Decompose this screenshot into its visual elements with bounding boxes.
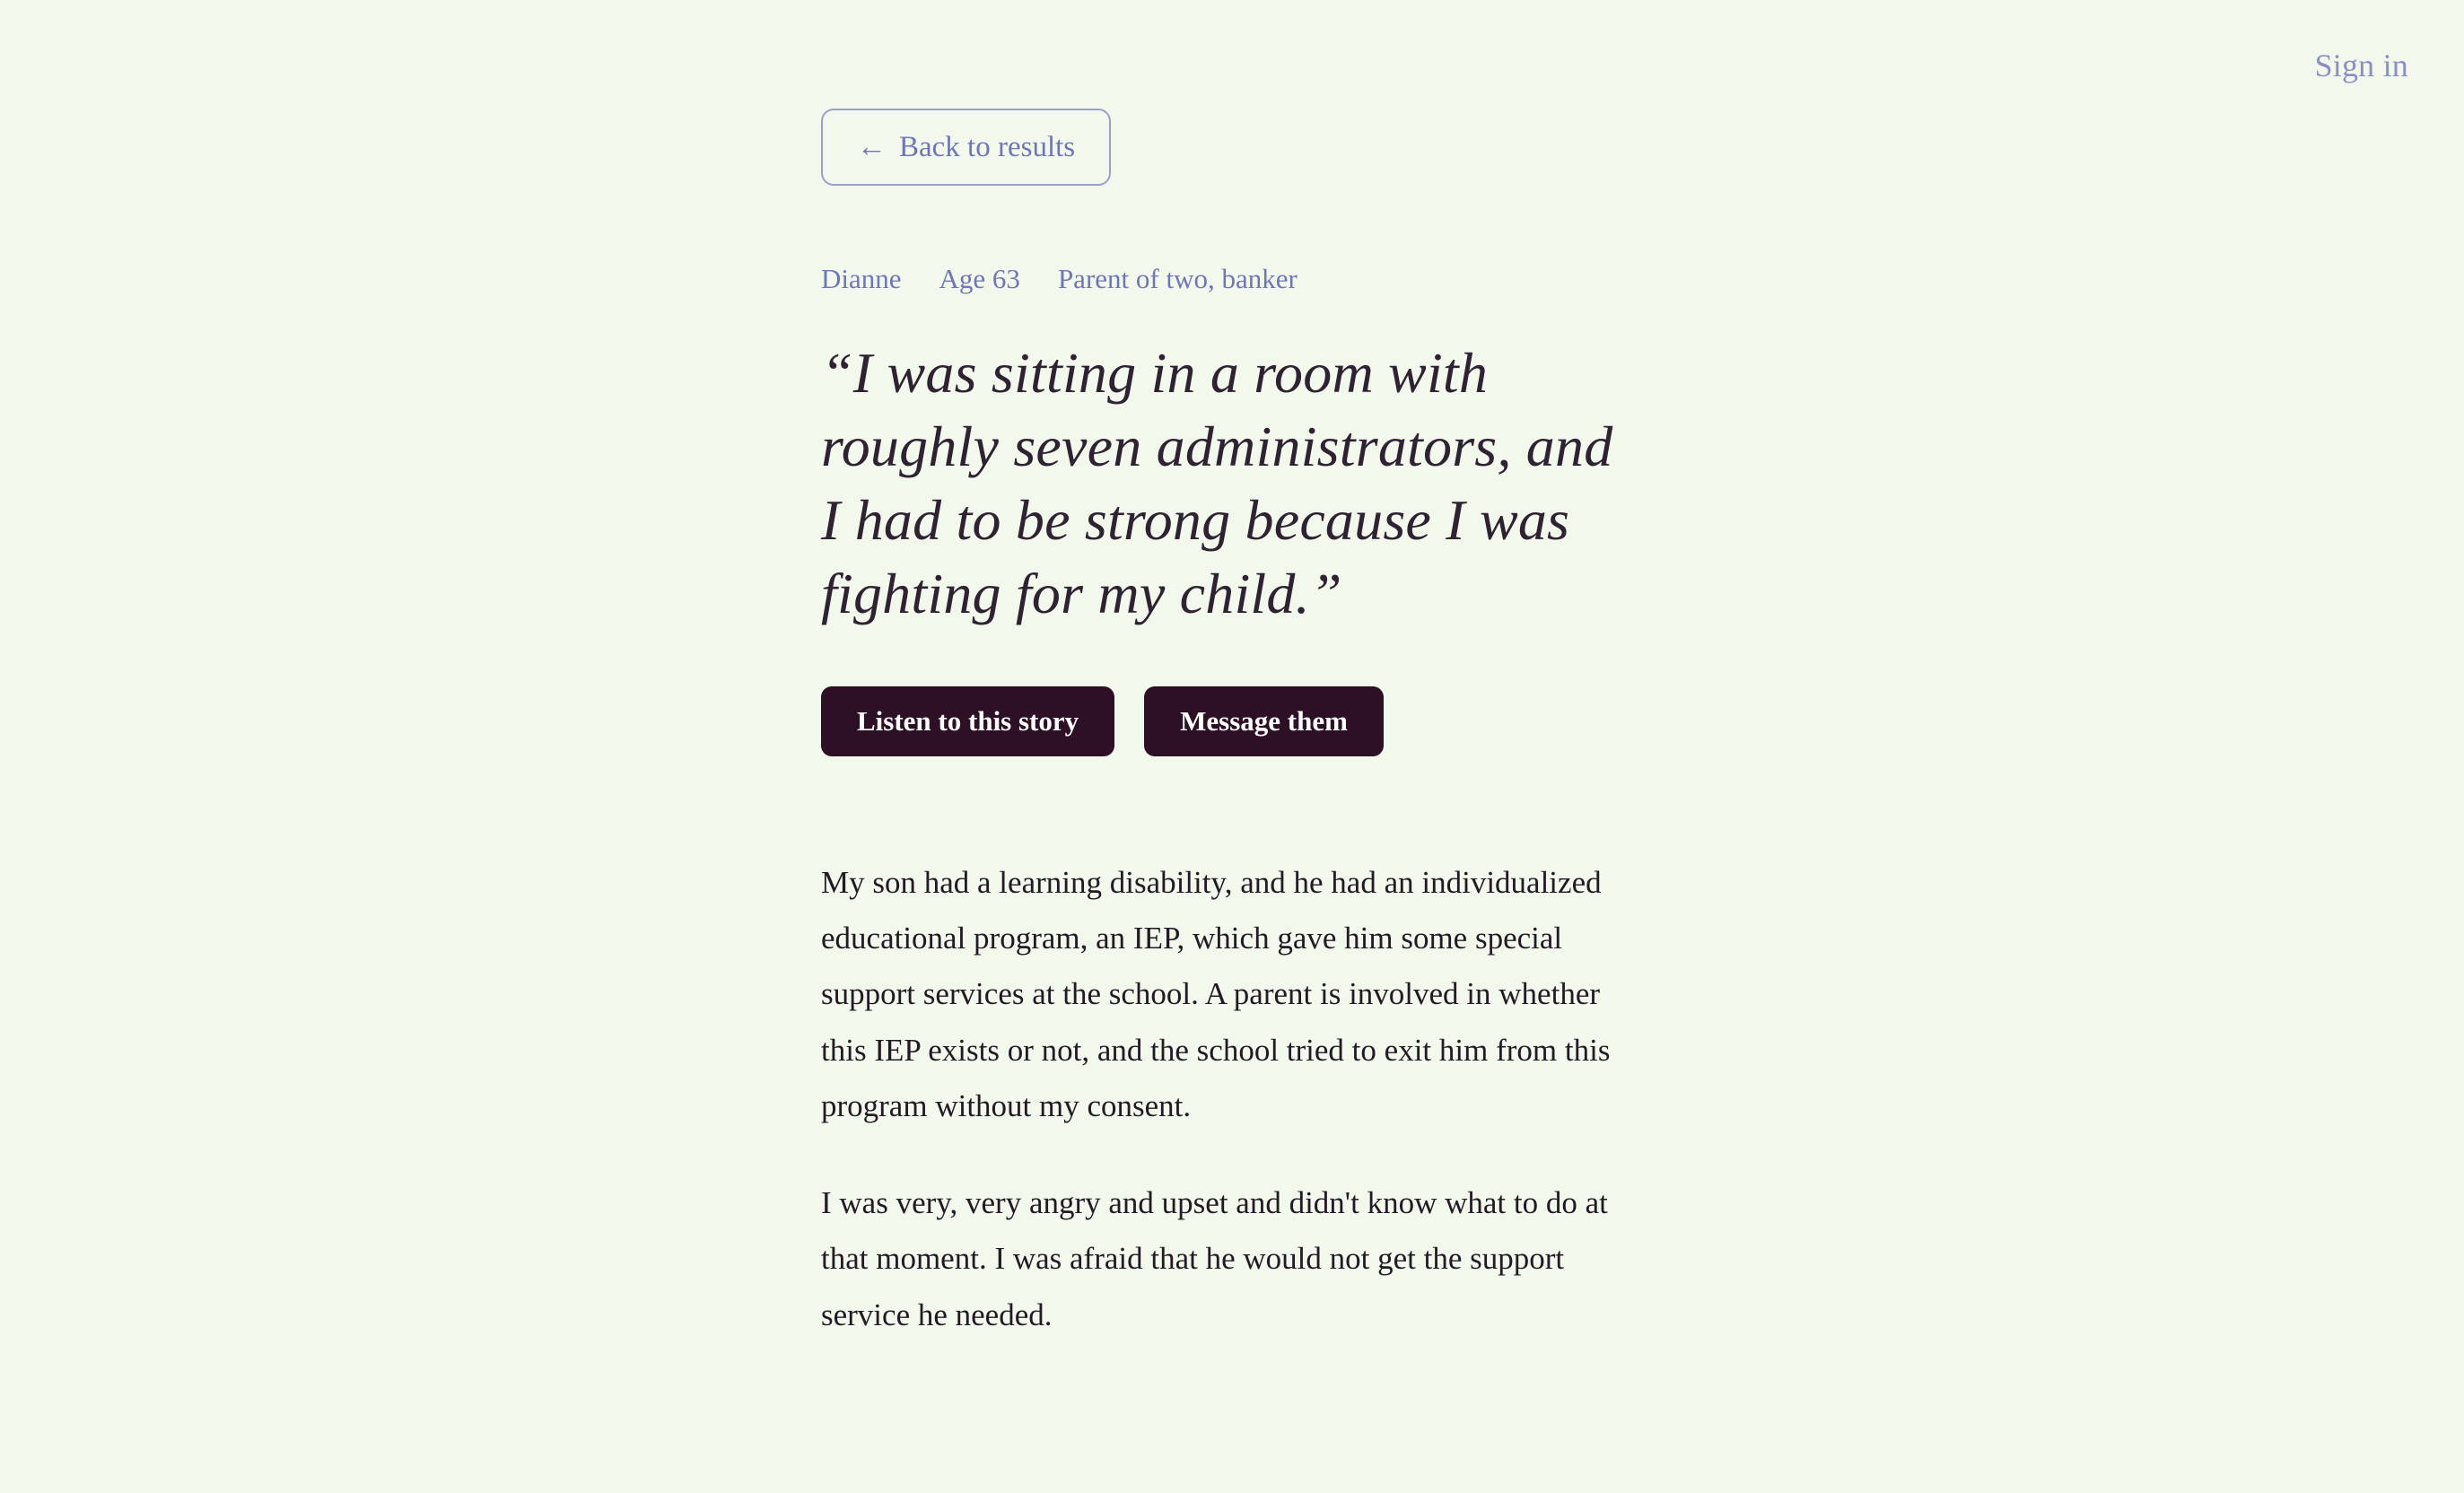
profile-name: Dianne <box>821 263 902 294</box>
back-to-results-label: Back to results <box>899 130 1076 163</box>
left-arrow-icon: ← <box>857 130 887 163</box>
sign-in-link[interactable]: Sign in <box>2314 48 2408 83</box>
profile-age: Age 63 <box>939 263 1020 294</box>
message-them-button[interactable]: Message them <box>1144 686 1384 756</box>
story-paragraph: I was very, very angry and upset and didn't know what to do at that moment. I was afraid that he would not get the support service he needed. <box>821 1185 1608 1332</box>
story-paragraph: My son had a learning disability, and he had an individualized educational program, an IEP, which gave him some special support services at the school. A parent is involved in whether this IEP exists or not, and the school tried to exit him from this program without my consent. <box>821 864 1611 1123</box>
story-column <box>821 0 1647 1384</box>
profile-description: Parent of two, banker <box>1057 263 1298 294</box>
story-body <box>821 855 1633 1343</box>
profile-meta <box>821 263 1647 295</box>
back-to-results-button[interactable] <box>821 109 1111 186</box>
action-buttons <box>821 686 1647 756</box>
listen-to-story-button[interactable]: Listen to this story <box>821 686 1114 756</box>
pull-quote: “I was sitting in a room with roughly seven administrators, and I had to be strong because I was fighting for my child.” <box>821 341 1613 625</box>
